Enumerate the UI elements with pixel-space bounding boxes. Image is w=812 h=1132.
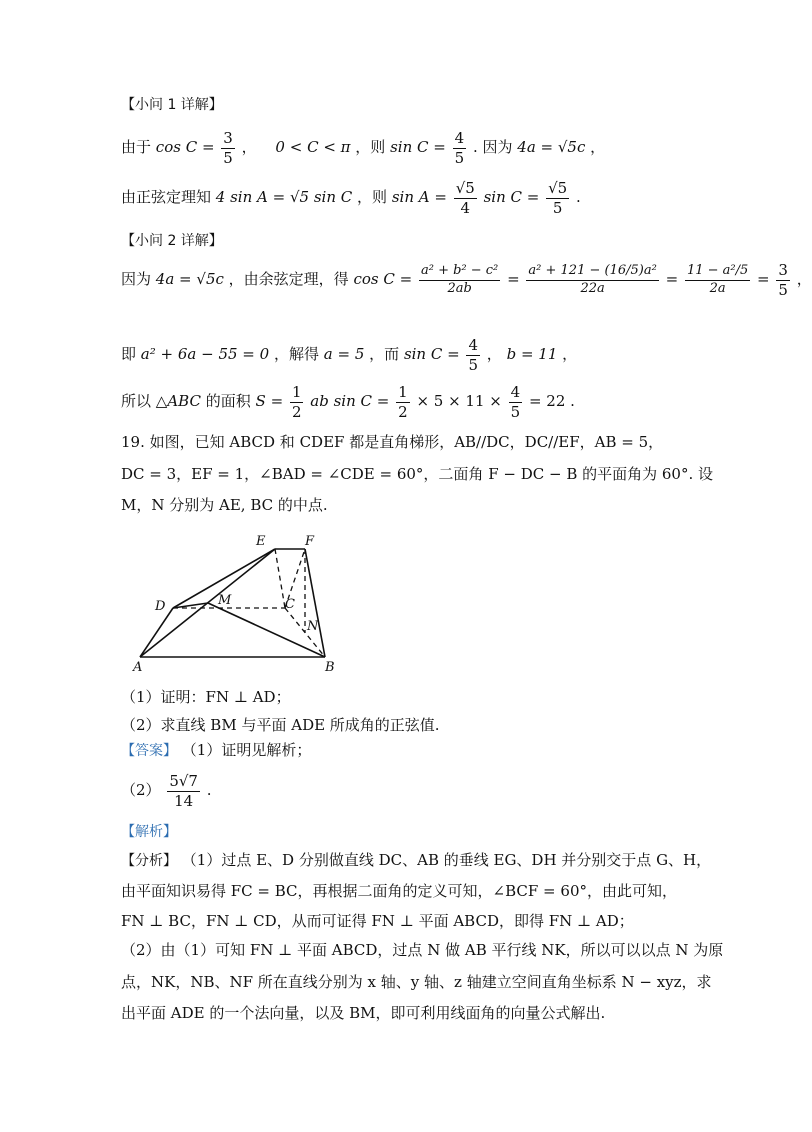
answer-part2-prefix: （2）: [121, 781, 161, 799]
denominator: 14: [174, 791, 194, 810]
fraction: [776, 262, 790, 298]
numerator: a² + b² − c²: [419, 264, 500, 280]
numerator: 11 − a²/5: [685, 264, 750, 280]
line-sine-law: [121, 180, 581, 216]
text: ，则: [357, 188, 388, 206]
numerator: 4: [468, 336, 479, 354]
expr-product: × 5 × 11 ×: [416, 392, 502, 410]
edge-AD: [140, 608, 173, 657]
label-A: A: [133, 660, 143, 675]
expr-sinC: sin C =: [483, 188, 540, 206]
numerator: 1: [398, 383, 408, 401]
fenxi-line4: （2）由（1）可知 FN ⊥ 平面 ABCD，过点 N 做 AB 平行线 NK，所以可以以点 N 为原: [121, 941, 724, 959]
sub1-header: 【小问 1 详解】: [121, 97, 223, 113]
line-cosine-law: [121, 262, 812, 298]
expr-sine-law: 4 sin A = √5 sin C: [215, 188, 353, 206]
q19-line2: DC = 3，EF = 1，∠BAD = ∠CDE = 60°，二面角 F − DC − B 的平面角为 60°. 设: [121, 465, 713, 483]
text: 由于: [121, 138, 152, 156]
label-D: D: [155, 599, 166, 614]
expr-sinC: sin C =: [390, 138, 446, 156]
answer-line2: [121, 773, 212, 809]
expr-cosC: cos C =: [353, 270, 413, 288]
numerator: 3: [223, 129, 233, 147]
expr-relation: 4a = √5c: [155, 270, 224, 288]
label-B: B: [325, 660, 335, 675]
text: 由正弦定理知: [121, 188, 212, 206]
fenxi-line6: 出平面 ADE 的一个法向量，以及 BM，即可利用线面角的向量公式解出.: [121, 1004, 606, 1022]
answer-line1: [121, 743, 311, 758]
answer-fraction: [167, 773, 200, 809]
text: ，由余弦定理，得: [228, 270, 349, 288]
denominator: 5: [454, 148, 465, 167]
fraction: [466, 337, 480, 373]
text: 因为: [121, 270, 152, 288]
denominator: 5: [510, 402, 521, 421]
expr-b: b = 11: [506, 345, 558, 363]
fenxi-line2: 由平面知识易得 FC = BC，再根据二面角的定义可知，∠BCF = 60°，由此可知，: [121, 882, 677, 900]
expr-a: a = 5: [323, 345, 365, 363]
fraction: [526, 264, 658, 296]
fenxi-line1: [121, 853, 711, 868]
expr-sinC: sin C =: [403, 345, 460, 363]
text: ，: [486, 345, 502, 363]
numerator: a² + 121 − (16/5)a²: [526, 264, 658, 280]
edge-FB: [305, 549, 325, 657]
label-E: E: [256, 534, 266, 549]
fraction: [546, 180, 569, 216]
denominator: 5: [778, 280, 788, 299]
fraction: [221, 130, 235, 166]
equals: =: [665, 270, 679, 288]
fraction: [685, 264, 750, 296]
denominator: 2: [398, 402, 408, 421]
text: . 因为: [472, 138, 513, 156]
expr-sinA: sin A =: [391, 188, 447, 206]
denominator: 22a: [580, 280, 605, 296]
text: ，则: [355, 138, 386, 156]
denominator: 2a: [709, 280, 726, 296]
q19-part1: （1）证明：FN ⊥ AD；: [121, 688, 291, 706]
sub2-header: 【小问 2 详解】: [121, 233, 223, 249]
numerator: 4: [454, 129, 465, 147]
line-cos-sin: [121, 130, 605, 166]
fraction: [419, 264, 500, 296]
text: ，: [241, 138, 257, 156]
answer-label: 【答案】: [121, 743, 177, 759]
label-N: N: [307, 619, 319, 634]
expr-absinC: ab sin C =: [310, 392, 390, 410]
expr-S: S =: [255, 392, 284, 410]
fraction: [396, 384, 410, 420]
fenxi-line5: 点，NK，NB、NF 所在直线分别为 x 轴、y 轴、z 轴建立空间直角坐标系 N − xyz，求: [121, 973, 712, 991]
text: ，解得: [273, 345, 319, 363]
q19-part2: （2）求直线 BM 与平面 ADE 所成角的正弦值.: [121, 716, 440, 734]
denominator: 2: [291, 402, 302, 421]
text: ，: [796, 270, 812, 288]
expr-quadratic: a² + 6a − 55 = 0: [140, 345, 270, 363]
fenxi-label: 【分析】: [121, 853, 177, 869]
denominator: 5: [552, 198, 563, 217]
text: （1）过点 E、D 分别做直线 DC、AB 的垂线 EG、DH 并分别交于点 G、H，: [181, 851, 712, 869]
numerator: 4: [510, 383, 521, 401]
analysis-label: 【解析】: [121, 824, 177, 840]
expr-triangle: △ABC: [155, 392, 201, 410]
answer-part1: （1）证明见解析；: [181, 741, 312, 759]
expr-relation: 4a = √5c: [517, 138, 586, 156]
line-area: [121, 384, 575, 420]
edge-EC-hidden: [275, 549, 285, 608]
text: ，而: [369, 345, 400, 363]
fraction: [454, 180, 477, 216]
numerator: 3: [778, 261, 788, 279]
numerator: 5√7: [169, 772, 198, 790]
q19-line1: 19. 如图，已知 ABCD 和 CDEF 都是直角梯形，AB//DC，DC//EF，AB = 5，: [121, 433, 664, 451]
label-F: F: [305, 534, 315, 549]
denominator: 5: [468, 355, 479, 374]
fenxi-line3: FN ⊥ BC，FN ⊥ CD，从而可证得 FN ⊥ 平面 ABCD，即得 FN ⊥ AD；: [121, 912, 634, 930]
expr-range: 0 < C < π: [275, 138, 351, 156]
text: 所以: [121, 392, 152, 410]
denominator: 2ab: [447, 280, 472, 296]
numerator: √5: [548, 179, 568, 197]
q19-line3: M，N 分别为 AE, BC 的中点.: [121, 496, 328, 514]
numerator: 1: [291, 383, 302, 401]
label-M: M: [218, 593, 232, 608]
text: .: [576, 188, 581, 206]
equals: =: [757, 270, 770, 288]
line-quadratic: [121, 337, 577, 373]
text: ，: [590, 138, 606, 156]
label-C: C: [285, 597, 295, 612]
expr-cosC: cos C =: [155, 138, 215, 156]
fraction: [453, 130, 467, 166]
fraction: [509, 384, 523, 420]
geometry-figure: [125, 528, 355, 678]
fraction: [290, 384, 304, 420]
numerator: √5: [455, 179, 475, 197]
denominator: 4: [460, 198, 471, 217]
denominator: 5: [223, 148, 233, 167]
text: .: [206, 781, 212, 799]
text: 即: [121, 345, 137, 363]
text: ，: [562, 345, 578, 363]
expr-result: = 22 .: [528, 392, 575, 410]
text: 的面积: [205, 392, 251, 410]
equals: =: [507, 270, 520, 288]
